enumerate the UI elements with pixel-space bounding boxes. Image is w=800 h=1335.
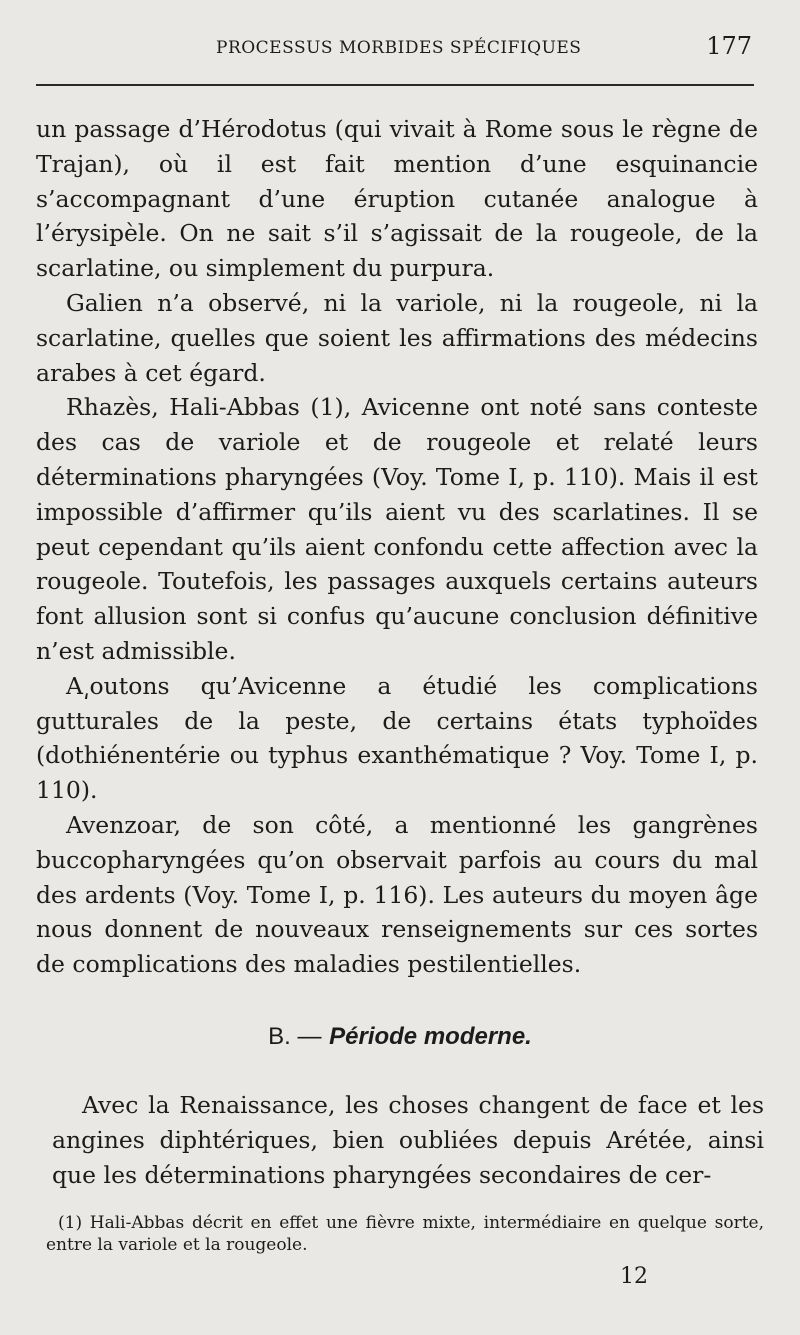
body-text (36, 112, 758, 982)
paragraph: Rhazès, Hali-Abbas (1), Avicenne ont noté sans conteste des cas de variole et de rougeole et relaté leurs déterminations pharyngées (Voy. Tome I, p. 110). Mais il est impossible d’affirmer qu’ils aient vu des scarlatines. Il se peut cependant qu’ils aient confondu cette affection avec la rougeole. Toutefois, les passages auxquels certains auteurs font allusion sont si confus qu’aucune conclusion définitive n’est admissible. (36, 393, 758, 665)
footnote (46, 1212, 764, 1256)
section-title: Période moderne. (329, 1023, 532, 1050)
footnote-text: (1) Hali-Abbas décrit en effet une fièvre mixte, intermédiaire en quelque sorte, entre la variole et la rougeole. (46, 1213, 764, 1255)
paragraph: Avec la Renaissance, les choses changent de face et les angines diphtériques, bien oubliées depuis Arétée, ainsi que les déterminations pharyngées secondaires de cer- (52, 1091, 764, 1189)
paragraph: Galien n’a observé, ni la variole, ni la rougeole, ni la scarlatine, quelles que soient les affirmations des médecins arabes à cet égard. (36, 288, 758, 387)
page-header (36, 30, 754, 70)
section-text (52, 1088, 764, 1192)
running-title: PROCESSUS MORBIDES SPÉCIFIQUES (216, 38, 582, 58)
header-rule (36, 84, 754, 86)
paragraph: Avenzoar, de son côté, a mentionné les gangrènes buccopharyngées qu’on observait parfois au cours du mal des ardents (Voy. Tome I, p. 116). Les auteurs du moyen âge nous donnent de nouveaux renseignements sur ces sortes de complications des maladies pestilentielles. (36, 810, 758, 979)
page-number: 177 (706, 32, 752, 60)
section-label: B. — (268, 1023, 322, 1050)
signature-mark: 12 (620, 1264, 648, 1289)
paragraph: A͵outons qu’Avicenne a étudié les complications gutturales de la peste, de certains états typhoïdes (dothiénentérie ou typhus exanthématique ? Voy. Tome I, p. 110). (36, 671, 758, 805)
section-heading (0, 1022, 800, 1051)
paragraph: un passage d’Hérodotus (qui vivait à Rome sous le règne de Trajan), où il est fait mention d’une esquinancie s’accompagnant d’une éruption cutanée analogue à l’érysipèle. On ne sait s’il s’agissait de la rougeole, de la scarlatine, ou simplement du purpura. (36, 115, 758, 283)
